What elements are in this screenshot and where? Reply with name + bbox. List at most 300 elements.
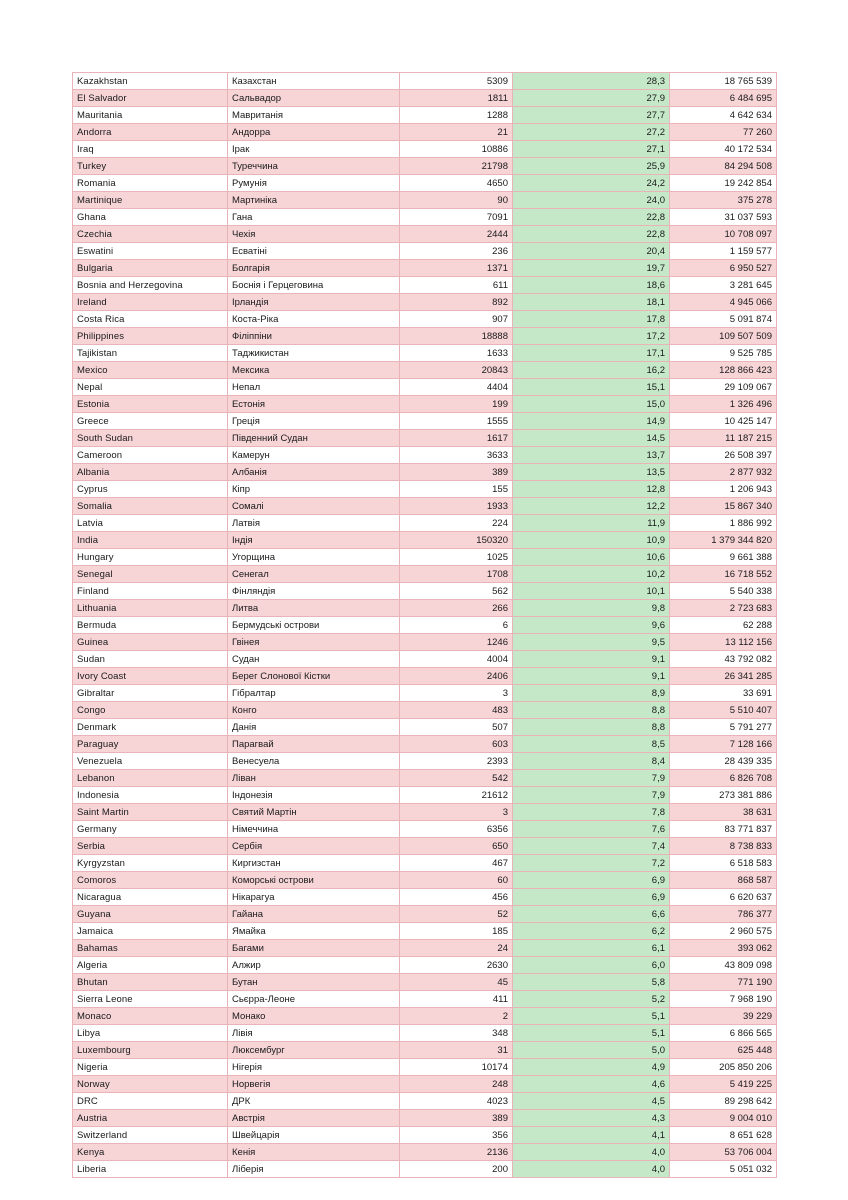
cell-population: 625 448	[670, 1042, 777, 1059]
cell-population: 4 945 066	[670, 294, 777, 311]
table-row	[73, 90, 777, 107]
cell-cases: 236	[400, 243, 513, 260]
cell-rate-per-100k: 18,1	[513, 294, 670, 311]
cell-population: 11 187 215	[670, 430, 777, 447]
table-row	[73, 1008, 777, 1025]
cell-country-ukrainian: ДРК	[228, 1093, 400, 1110]
cell-rate-per-100k: 13,7	[513, 447, 670, 464]
cell-population: 205 850 206	[670, 1059, 777, 1076]
cell-country-ukrainian: Гвінея	[228, 634, 400, 651]
cell-cases: 389	[400, 464, 513, 481]
cell-country-ukrainian: Болгарія	[228, 260, 400, 277]
cell-country-english: El Salvador	[73, 90, 228, 107]
table-row	[73, 702, 777, 719]
cell-cases: 1025	[400, 549, 513, 566]
cell-country-ukrainian: Святий Мартін	[228, 804, 400, 821]
cell-rate-per-100k: 25,9	[513, 158, 670, 175]
table-row	[73, 719, 777, 736]
cell-country-english: Ghana	[73, 209, 228, 226]
cell-rate-per-100k: 28,3	[513, 73, 670, 90]
table-row	[73, 124, 777, 141]
country-statistics-table	[72, 72, 777, 1178]
cell-rate-per-100k: 6,9	[513, 872, 670, 889]
cell-country-english: Switzerland	[73, 1127, 228, 1144]
cell-country-english: Sierra Leone	[73, 991, 228, 1008]
cell-population: 9 525 785	[670, 345, 777, 362]
table-row	[73, 158, 777, 175]
table-row	[73, 821, 777, 838]
cell-rate-per-100k: 6,1	[513, 940, 670, 957]
cell-rate-per-100k: 17,1	[513, 345, 670, 362]
cell-country-english: Bhutan	[73, 974, 228, 991]
cell-population: 33 691	[670, 685, 777, 702]
cell-cases: 389	[400, 1110, 513, 1127]
cell-population: 43 809 098	[670, 957, 777, 974]
cell-cases: 90	[400, 192, 513, 209]
cell-country-english: Jamaica	[73, 923, 228, 940]
cell-country-ukrainian: Багами	[228, 940, 400, 957]
cell-population: 1 326 496	[670, 396, 777, 413]
cell-population: 38 631	[670, 804, 777, 821]
cell-cases: 1933	[400, 498, 513, 515]
cell-country-ukrainian: Індія	[228, 532, 400, 549]
table-row	[73, 1076, 777, 1093]
cell-cases: 248	[400, 1076, 513, 1093]
cell-population: 29 109 067	[670, 379, 777, 396]
table-row	[73, 345, 777, 362]
cell-country-english: Cameroon	[73, 447, 228, 464]
cell-rate-per-100k: 9,8	[513, 600, 670, 617]
cell-cases: 4650	[400, 175, 513, 192]
cell-population: 273 381 886	[670, 787, 777, 804]
cell-rate-per-100k: 14,5	[513, 430, 670, 447]
cell-cases: 411	[400, 991, 513, 1008]
cell-cases: 5309	[400, 73, 513, 90]
cell-population: 393 062	[670, 940, 777, 957]
cell-country-ukrainian: Греція	[228, 413, 400, 430]
table-row	[73, 311, 777, 328]
cell-population: 2 877 932	[670, 464, 777, 481]
cell-population: 3 281 645	[670, 277, 777, 294]
cell-country-ukrainian: Австрія	[228, 1110, 400, 1127]
cell-cases: 155	[400, 481, 513, 498]
table-row	[73, 481, 777, 498]
cell-country-ukrainian: Норвегія	[228, 1076, 400, 1093]
cell-country-english: Kazakhstan	[73, 73, 228, 90]
cell-rate-per-100k: 8,8	[513, 719, 670, 736]
cell-country-ukrainian: Андорра	[228, 124, 400, 141]
cell-population: 1 206 943	[670, 481, 777, 498]
cell-country-ukrainian: Боснія і Герцеговина	[228, 277, 400, 294]
cell-country-english: Czechia	[73, 226, 228, 243]
cell-country-english: Lebanon	[73, 770, 228, 787]
cell-country-ukrainian: Кенія	[228, 1144, 400, 1161]
table-row	[73, 498, 777, 515]
cell-country-english: South Sudan	[73, 430, 228, 447]
table-row	[73, 974, 777, 991]
cell-country-ukrainian: Данія	[228, 719, 400, 736]
cell-country-ukrainian: Коста-Ріка	[228, 311, 400, 328]
cell-population: 9 661 388	[670, 549, 777, 566]
cell-country-ukrainian: Лівія	[228, 1025, 400, 1042]
cell-country-english: Monaco	[73, 1008, 228, 1025]
cell-population: 7 128 166	[670, 736, 777, 753]
cell-population: 6 950 527	[670, 260, 777, 277]
table-row	[73, 209, 777, 226]
cell-cases: 24	[400, 940, 513, 957]
cell-country-english: Saint Martin	[73, 804, 228, 821]
cell-country-ukrainian: Естонія	[228, 396, 400, 413]
cell-population: 89 298 642	[670, 1093, 777, 1110]
cell-rate-per-100k: 5,8	[513, 974, 670, 991]
cell-cases: 18888	[400, 328, 513, 345]
cell-cases: 542	[400, 770, 513, 787]
cell-country-english: Bulgaria	[73, 260, 228, 277]
cell-country-ukrainian: Казахстан	[228, 73, 400, 90]
cell-country-ukrainian: Ліберія	[228, 1161, 400, 1178]
cell-country-ukrainian: Мавританія	[228, 107, 400, 124]
cell-cases: 2136	[400, 1144, 513, 1161]
table-row	[73, 243, 777, 260]
cell-rate-per-100k: 9,1	[513, 668, 670, 685]
table-row	[73, 447, 777, 464]
cell-cases: 4404	[400, 379, 513, 396]
cell-rate-per-100k: 5,0	[513, 1042, 670, 1059]
cell-cases: 52	[400, 906, 513, 923]
cell-rate-per-100k: 10,9	[513, 532, 670, 549]
table-row	[73, 260, 777, 277]
cell-population: 26 508 397	[670, 447, 777, 464]
cell-population: 8 738 833	[670, 838, 777, 855]
cell-cases: 10174	[400, 1059, 513, 1076]
cell-country-ukrainian: Алжир	[228, 957, 400, 974]
cell-rate-per-100k: 11,9	[513, 515, 670, 532]
table-row	[73, 277, 777, 294]
cell-country-english: Romania	[73, 175, 228, 192]
cell-rate-per-100k: 27,1	[513, 141, 670, 158]
cell-rate-per-100k: 19,7	[513, 260, 670, 277]
cell-country-english: Martinique	[73, 192, 228, 209]
cell-cases: 3	[400, 804, 513, 821]
cell-rate-per-100k: 22,8	[513, 226, 670, 243]
table-row	[73, 549, 777, 566]
table-row	[73, 617, 777, 634]
cell-rate-per-100k: 6,9	[513, 889, 670, 906]
cell-cases: 1633	[400, 345, 513, 362]
cell-cases: 266	[400, 600, 513, 617]
table-row	[73, 583, 777, 600]
cell-population: 16 718 552	[670, 566, 777, 583]
cell-cases: 507	[400, 719, 513, 736]
cell-country-english: Nicaragua	[73, 889, 228, 906]
cell-country-english: Cyprus	[73, 481, 228, 498]
cell-rate-per-100k: 4,5	[513, 1093, 670, 1110]
cell-country-ukrainian: Венесуела	[228, 753, 400, 770]
table-row	[73, 379, 777, 396]
cell-rate-per-100k: 13,5	[513, 464, 670, 481]
table-row	[73, 957, 777, 974]
cell-country-english: Congo	[73, 702, 228, 719]
cell-population: 19 242 854	[670, 175, 777, 192]
cell-country-english: Norway	[73, 1076, 228, 1093]
cell-country-ukrainian: Непал	[228, 379, 400, 396]
cell-country-ukrainian: Німеччина	[228, 821, 400, 838]
cell-cases: 603	[400, 736, 513, 753]
cell-country-ukrainian: Бермудські острови	[228, 617, 400, 634]
cell-cases: 21798	[400, 158, 513, 175]
cell-country-english: Estonia	[73, 396, 228, 413]
cell-cases: 45	[400, 974, 513, 991]
cell-population: 43 792 082	[670, 651, 777, 668]
cell-country-ukrainian: Туреччина	[228, 158, 400, 175]
cell-rate-per-100k: 24,0	[513, 192, 670, 209]
table-row	[73, 753, 777, 770]
cell-country-ukrainian: Сальвадор	[228, 90, 400, 107]
cell-population: 39 229	[670, 1008, 777, 1025]
cell-rate-per-100k: 17,8	[513, 311, 670, 328]
cell-country-ukrainian: Індонезія	[228, 787, 400, 804]
cell-cases: 611	[400, 277, 513, 294]
table-row	[73, 1025, 777, 1042]
cell-cases: 1617	[400, 430, 513, 447]
table-row	[73, 396, 777, 413]
cell-country-ukrainian: Нігерія	[228, 1059, 400, 1076]
cell-rate-per-100k: 7,8	[513, 804, 670, 821]
cell-cases: 224	[400, 515, 513, 532]
cell-rate-per-100k: 4,9	[513, 1059, 670, 1076]
cell-rate-per-100k: 24,2	[513, 175, 670, 192]
cell-rate-per-100k: 8,5	[513, 736, 670, 753]
cell-rate-per-100k: 8,4	[513, 753, 670, 770]
cell-country-english: Venezuela	[73, 753, 228, 770]
cell-country-ukrainian: Судан	[228, 651, 400, 668]
cell-country-ukrainian: Швейцарія	[228, 1127, 400, 1144]
cell-population: 868 587	[670, 872, 777, 889]
cell-rate-per-100k: 27,2	[513, 124, 670, 141]
cell-country-english: Ivory Coast	[73, 668, 228, 685]
cell-country-english: Andorra	[73, 124, 228, 141]
cell-population: 13 112 156	[670, 634, 777, 651]
cell-rate-per-100k: 8,9	[513, 685, 670, 702]
cell-rate-per-100k: 7,9	[513, 787, 670, 804]
cell-population: 128 866 423	[670, 362, 777, 379]
cell-rate-per-100k: 8,8	[513, 702, 670, 719]
cell-cases: 21612	[400, 787, 513, 804]
cell-population: 62 288	[670, 617, 777, 634]
cell-country-ukrainian: Гібралтар	[228, 685, 400, 702]
cell-rate-per-100k: 22,8	[513, 209, 670, 226]
cell-population: 31 037 593	[670, 209, 777, 226]
cell-country-english: Turkey	[73, 158, 228, 175]
cell-population: 5 091 874	[670, 311, 777, 328]
table-row	[73, 566, 777, 583]
cell-rate-per-100k: 20,4	[513, 243, 670, 260]
cell-country-english: Costa Rica	[73, 311, 228, 328]
cell-rate-per-100k: 5,2	[513, 991, 670, 1008]
cell-country-english: Paraguay	[73, 736, 228, 753]
cell-cases: 2	[400, 1008, 513, 1025]
table-row	[73, 1110, 777, 1127]
cell-cases: 3633	[400, 447, 513, 464]
cell-country-english: Philippines	[73, 328, 228, 345]
cell-rate-per-100k: 9,5	[513, 634, 670, 651]
cell-country-english: Denmark	[73, 719, 228, 736]
cell-cases: 562	[400, 583, 513, 600]
cell-rate-per-100k: 15,0	[513, 396, 670, 413]
table-row	[73, 515, 777, 532]
cell-cases: 1288	[400, 107, 513, 124]
cell-country-english: Tajikistan	[73, 345, 228, 362]
cell-cases: 199	[400, 396, 513, 413]
table-body	[73, 73, 777, 1178]
cell-country-english: Latvia	[73, 515, 228, 532]
cell-rate-per-100k: 18,6	[513, 277, 670, 294]
cell-country-ukrainian: Камерун	[228, 447, 400, 464]
cell-country-english: Bahamas	[73, 940, 228, 957]
cell-population: 83 771 837	[670, 821, 777, 838]
cell-country-ukrainian: Коморські острови	[228, 872, 400, 889]
cell-cases: 200	[400, 1161, 513, 1178]
cell-country-english: Mexico	[73, 362, 228, 379]
table-row	[73, 600, 777, 617]
table-row	[73, 464, 777, 481]
cell-cases: 892	[400, 294, 513, 311]
cell-country-ukrainian: Ямайка	[228, 923, 400, 940]
cell-cases: 20843	[400, 362, 513, 379]
cell-country-english: Germany	[73, 821, 228, 838]
cell-population: 786 377	[670, 906, 777, 923]
cell-population: 10 425 147	[670, 413, 777, 430]
cell-population: 77 260	[670, 124, 777, 141]
cell-country-ukrainian: Угорщина	[228, 549, 400, 566]
cell-country-english: Nepal	[73, 379, 228, 396]
table-row	[73, 634, 777, 651]
cell-country-english: India	[73, 532, 228, 549]
cell-country-english: Lithuania	[73, 600, 228, 617]
cell-country-ukrainian: Берег Слонової Кістки	[228, 668, 400, 685]
cell-population: 15 867 340	[670, 498, 777, 515]
table-row	[73, 991, 777, 1008]
cell-cases: 1811	[400, 90, 513, 107]
cell-population: 5 791 277	[670, 719, 777, 736]
cell-country-ukrainian: Філіппіни	[228, 328, 400, 345]
table-row	[73, 1127, 777, 1144]
cell-country-english: Sudan	[73, 651, 228, 668]
cell-country-english: Senegal	[73, 566, 228, 583]
table-row	[73, 362, 777, 379]
cell-country-english: DRC	[73, 1093, 228, 1110]
table-row	[73, 872, 777, 889]
cell-country-english: Serbia	[73, 838, 228, 855]
cell-cases: 150320	[400, 532, 513, 549]
table-row	[73, 532, 777, 549]
cell-cases: 467	[400, 855, 513, 872]
table-row	[73, 889, 777, 906]
cell-rate-per-100k: 9,6	[513, 617, 670, 634]
cell-country-english: Kyrgyzstan	[73, 855, 228, 872]
cell-country-ukrainian: Румунія	[228, 175, 400, 192]
cell-country-english: Kenya	[73, 1144, 228, 1161]
cell-country-ukrainian: Ірландія	[228, 294, 400, 311]
cell-rate-per-100k: 16,2	[513, 362, 670, 379]
cell-cases: 348	[400, 1025, 513, 1042]
table-row	[73, 651, 777, 668]
cell-country-ukrainian: Монако	[228, 1008, 400, 1025]
cell-country-ukrainian: Парагвай	[228, 736, 400, 753]
cell-country-english: Liberia	[73, 1161, 228, 1178]
cell-population: 375 278	[670, 192, 777, 209]
cell-country-ukrainian: Есватіні	[228, 243, 400, 260]
cell-rate-per-100k: 9,1	[513, 651, 670, 668]
cell-rate-per-100k: 7,2	[513, 855, 670, 872]
cell-country-english: Guinea	[73, 634, 228, 651]
cell-country-ukrainian: Таджикистан	[228, 345, 400, 362]
cell-country-english: Bosnia and Herzegovina	[73, 277, 228, 294]
cell-rate-per-100k: 12,2	[513, 498, 670, 515]
cell-population: 6 826 708	[670, 770, 777, 787]
cell-country-english: Finland	[73, 583, 228, 600]
cell-population: 84 294 508	[670, 158, 777, 175]
cell-rate-per-100k: 6,0	[513, 957, 670, 974]
cell-cases: 1555	[400, 413, 513, 430]
cell-population: 6 484 695	[670, 90, 777, 107]
table-row	[73, 1059, 777, 1076]
cell-country-ukrainian: Киргизстан	[228, 855, 400, 872]
table-row	[73, 787, 777, 804]
table-row	[73, 906, 777, 923]
cell-country-english: Somalia	[73, 498, 228, 515]
table-row	[73, 1042, 777, 1059]
table-row	[73, 226, 777, 243]
table-row	[73, 1093, 777, 1110]
cell-population: 1 886 992	[670, 515, 777, 532]
table-row	[73, 430, 777, 447]
cell-population: 40 172 534	[670, 141, 777, 158]
cell-rate-per-100k: 4,0	[513, 1161, 670, 1178]
cell-rate-per-100k: 12,8	[513, 481, 670, 498]
cell-country-english: Hungary	[73, 549, 228, 566]
cell-rate-per-100k: 7,6	[513, 821, 670, 838]
table-row	[73, 73, 777, 90]
cell-country-ukrainian: Гана	[228, 209, 400, 226]
table-row	[73, 685, 777, 702]
table-row	[73, 770, 777, 787]
cell-cases: 1246	[400, 634, 513, 651]
cell-population: 6 620 637	[670, 889, 777, 906]
cell-country-ukrainian: Бутан	[228, 974, 400, 991]
cell-population: 4 642 634	[670, 107, 777, 124]
cell-population: 9 004 010	[670, 1110, 777, 1127]
cell-population: 5 051 032	[670, 1161, 777, 1178]
cell-country-ukrainian: Гайана	[228, 906, 400, 923]
cell-cases: 456	[400, 889, 513, 906]
cell-country-english: Mauritania	[73, 107, 228, 124]
cell-country-ukrainian: Мартиніка	[228, 192, 400, 209]
cell-country-english: Ireland	[73, 294, 228, 311]
cell-country-ukrainian: Конго	[228, 702, 400, 719]
cell-cases: 10886	[400, 141, 513, 158]
table-row	[73, 804, 777, 821]
table-row	[73, 736, 777, 753]
table-row	[73, 1144, 777, 1161]
cell-population: 18 765 539	[670, 73, 777, 90]
cell-country-english: Guyana	[73, 906, 228, 923]
cell-rate-per-100k: 10,2	[513, 566, 670, 583]
cell-country-english: Bermuda	[73, 617, 228, 634]
cell-population: 1 159 577	[670, 243, 777, 260]
cell-country-ukrainian: Албанія	[228, 464, 400, 481]
cell-cases: 2444	[400, 226, 513, 243]
